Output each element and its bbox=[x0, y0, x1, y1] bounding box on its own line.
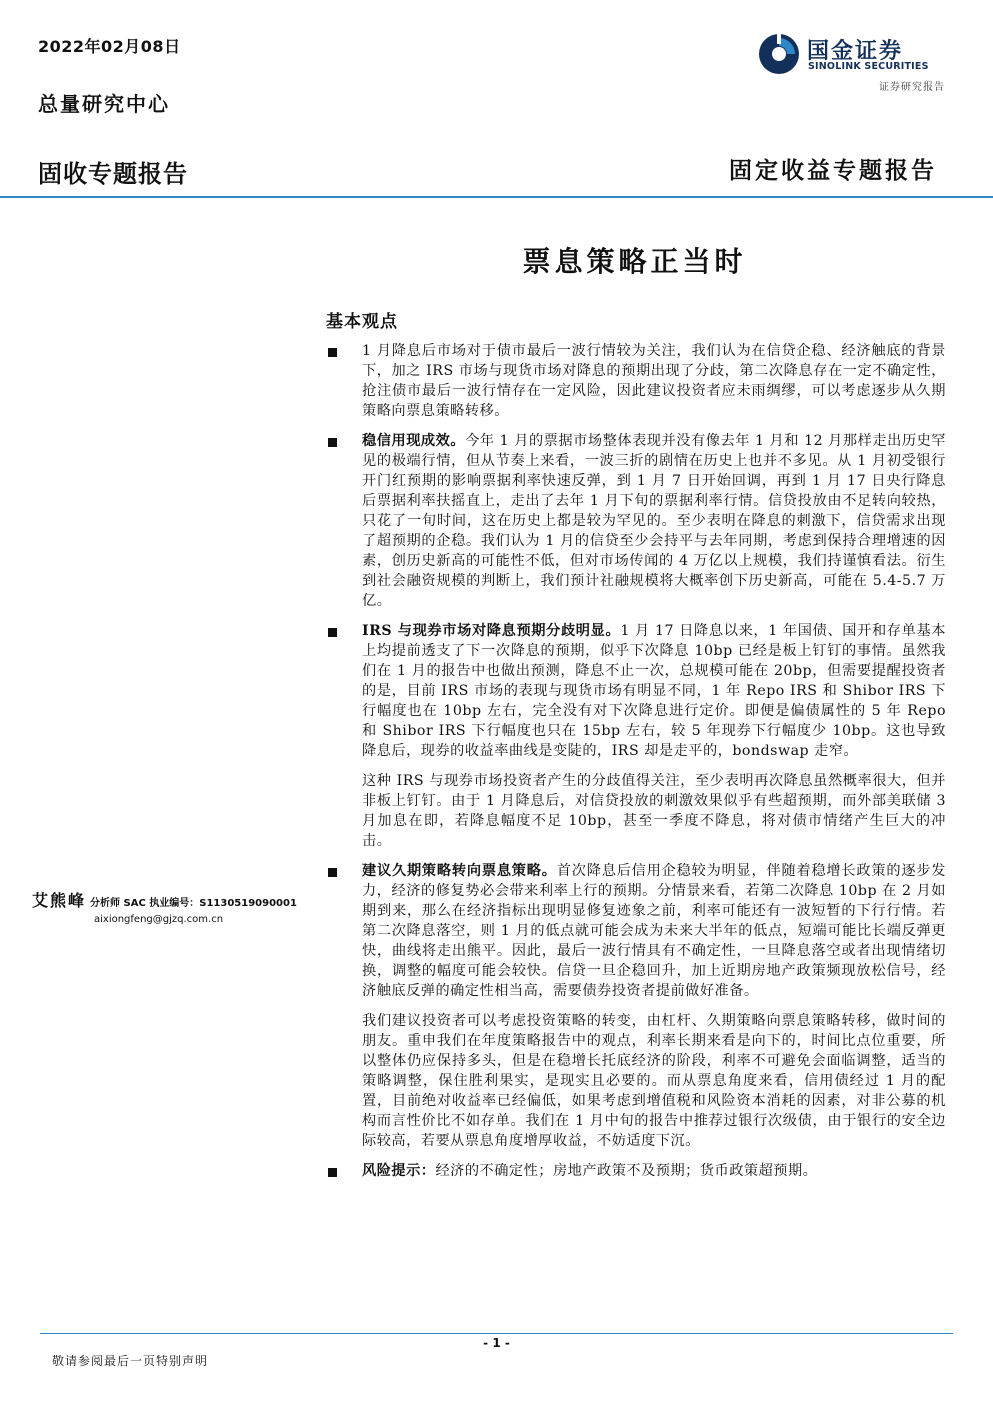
bullet-body: 1 月 17 日降息以来，1 年国债、国开和存单基本上均提前透支了下一次降息的预期，似乎下次降息 10bp 已经是板上钉钉的事情。虽然我们在 1 月的报告中也做出预测，降息不止一次，总规模可能在 20bp，但需要提醒投资者的是，目前 IRS 市场的表现与现货市场有明显不同，1 年 Repo IRS 和 Shibor IRS 下行幅度也在 10bp 左右，完全没有对下次降息进行定价。即便是偏债属性的 5 年 Repo 和 Shibor IRS 下行幅度也只在 15bp 左右，较 5 年现券下行幅度少 10bp。这也导致降息后，现券的收益率曲线是变陡的，IRS 却是走平的，bondswap 走窄。 bbox=[362, 623, 946, 759]
bullet-text bbox=[362, 341, 946, 421]
bullet-continuation: 这种 IRS 与现券市场投资者产生的分歧值得关注，至少表明再次降息虽然概率很大，但并非板上钉钉。由于 1 月降息后，对信贷投放的刺激效果似乎有些超预期，而外部美联储 3 月加息在即，若降息幅度不足 10bp，甚至一季度不降息，将对债市情绪产生巨大的冲击。 bbox=[362, 773, 946, 849]
bullet-item bbox=[326, 861, 946, 1001]
bullet-square-icon bbox=[328, 348, 337, 357]
report-type-right: 固定收益专题报告 bbox=[729, 157, 937, 184]
report-title: 票息策略正当时 bbox=[522, 245, 747, 278]
bullet-text bbox=[362, 621, 946, 761]
bullet-continuation: 我们建议投资者可以考虑投资策略的转变，由杠杆、久期策略向票息策略转移，做时间的朋友。重申我们在年度策略报告中的观点，利率长期来看是向下的，时间比点位重要，所以整体仍应保持多头，但是在稳增长托底经济的阶段，利率不可避免会面临调整，适当的策略调整，保住胜利果实，是现实且必要的。而从票息角度来看，信用债经过 1 月的配置，目前绝对收益率已经偏低，如果考虑到增值税和风险资本消耗的因素，对非公募的机构而言性价比不如存单。我们在 1 月中旬的报告中推荐过银行次级债，由于银行的安全边际较高，若要从票息角度增厚收益，不妨适度下沉。 bbox=[362, 1013, 946, 1149]
report-type: 固收专题报告 bbox=[38, 160, 188, 188]
bullet-item bbox=[326, 621, 946, 761]
bullet-item bbox=[326, 1161, 946, 1181]
bullet-lead: 稳信用现成效。 bbox=[362, 433, 466, 449]
footer-divider bbox=[40, 1333, 953, 1334]
bullet-square-icon bbox=[328, 868, 337, 877]
bullet-square-icon bbox=[328, 1168, 337, 1177]
footer-disclaimer: 敬请参阅最后一页特别声明 bbox=[52, 1354, 209, 1368]
bullet-body: 首次降息后信用企稳较为明显，伴随着稳增长政策的逐步发力，经济的修复势必会带来利率上行的预期。分情景来看，若第二次降息 10bp 在 2 月如期到来，那么在经济指标出现明显修复迹象之前，利率可能还有一波短暂的下行行情。若第二次降息落空，则 1 月的低点就可能会成为未来大半年的低点，短端可能比长端反弹更快，曲线将走出熊平。因此，最后一波行情具有不确定性，一旦降息落空或者出现情绪切换，调整的幅度可能会较快。信贷一旦企稳回升，加上近期房地产政策频现放松信号，经济触底反弹的确定性相当高，需要债券投资者提前做好准备。 bbox=[362, 863, 946, 999]
report-date: 2022年02月08日 bbox=[38, 37, 181, 56]
bullet-lead: 风险提示： bbox=[362, 1163, 436, 1179]
bullet-square-icon bbox=[328, 438, 337, 447]
bullet-item bbox=[326, 431, 946, 611]
bullet-body: 经济的不确定性；房地产政策不及预期；货币政策超预期。 bbox=[435, 1163, 818, 1179]
analyst-info bbox=[32, 888, 322, 925]
bullet-text bbox=[362, 431, 946, 611]
logo-name-cn: 国金证券 bbox=[807, 39, 904, 64]
bullet-text bbox=[362, 861, 946, 1001]
page-number: - 1 - bbox=[483, 1336, 510, 1350]
section-heading: 基本观点 bbox=[326, 312, 398, 332]
logo-name-en: SINOLINK SECURITIES bbox=[808, 61, 929, 72]
analyst-cert: 分析师 SAC 执业编号：S1130519090001 bbox=[90, 898, 297, 909]
bullet-square-icon bbox=[328, 628, 337, 637]
analyst-email[interactable]: aixiongfeng@gjzq.com.cn bbox=[94, 914, 224, 925]
bullet-body: 1 月降息后市场对于债市最后一波行情较为关注，我们认为在信贷企稳、经济触底的背景下，加之 IRS 市场与现货市场对降息的预期出现了分歧，第二次降息存在一定不确定性，抢注债市最后一波行情存在一定风险，因此建议投资者应未雨绸缪，可以考虑逐步从久期策略向票息策略转移。 bbox=[362, 343, 946, 419]
logo-subtitle: 证券研究报告 bbox=[879, 82, 945, 93]
bullet-text bbox=[362, 1161, 946, 1181]
bullet-body: 今年 1 月的票据市场整体表现并没有像去年 1 月和 12 月那样走出历史罕见的极端行情，但从节奏上来看，一波三折的剧情在历史上也并不多见。从 1 月初受银行开门红预期的影响票据利率快速反弹，到 1 月 7 日开始回调，再到 1 月 17 日央行降息后票据利率扶摇直上，走出了去年 1 月下旬的票据利率行情。信贷投放由不足转向较热，只花了一旬时间，这在历史上都是较为罕见的。至少表明在降息的刺激下，信贷需求出现了超预期的企稳。我们认为 1 月的信贷至少会持平与去年同期，考虑到保持合理增速的因素，创历史新高的可能性不低，但对市场传闻的 4 万亿以上规模，我们持谨慎看法。衍生到社会融资规模的判断上，我们预计社融规模将大概率创下历史新高，可能在 5.4-5.7 万亿。 bbox=[362, 433, 946, 609]
bullet-item bbox=[326, 341, 946, 421]
bullet-lead: 建议久期策略转向票息策略。 bbox=[362, 863, 557, 879]
department-name: 总量研究中心 bbox=[38, 92, 170, 116]
key-points bbox=[326, 341, 946, 1191]
analyst-name: 艾熊峰 bbox=[32, 891, 87, 910]
bullet-lead: IRS 与现券市场对降息预期分歧明显。 bbox=[362, 623, 621, 639]
header-divider bbox=[0, 196, 993, 198]
